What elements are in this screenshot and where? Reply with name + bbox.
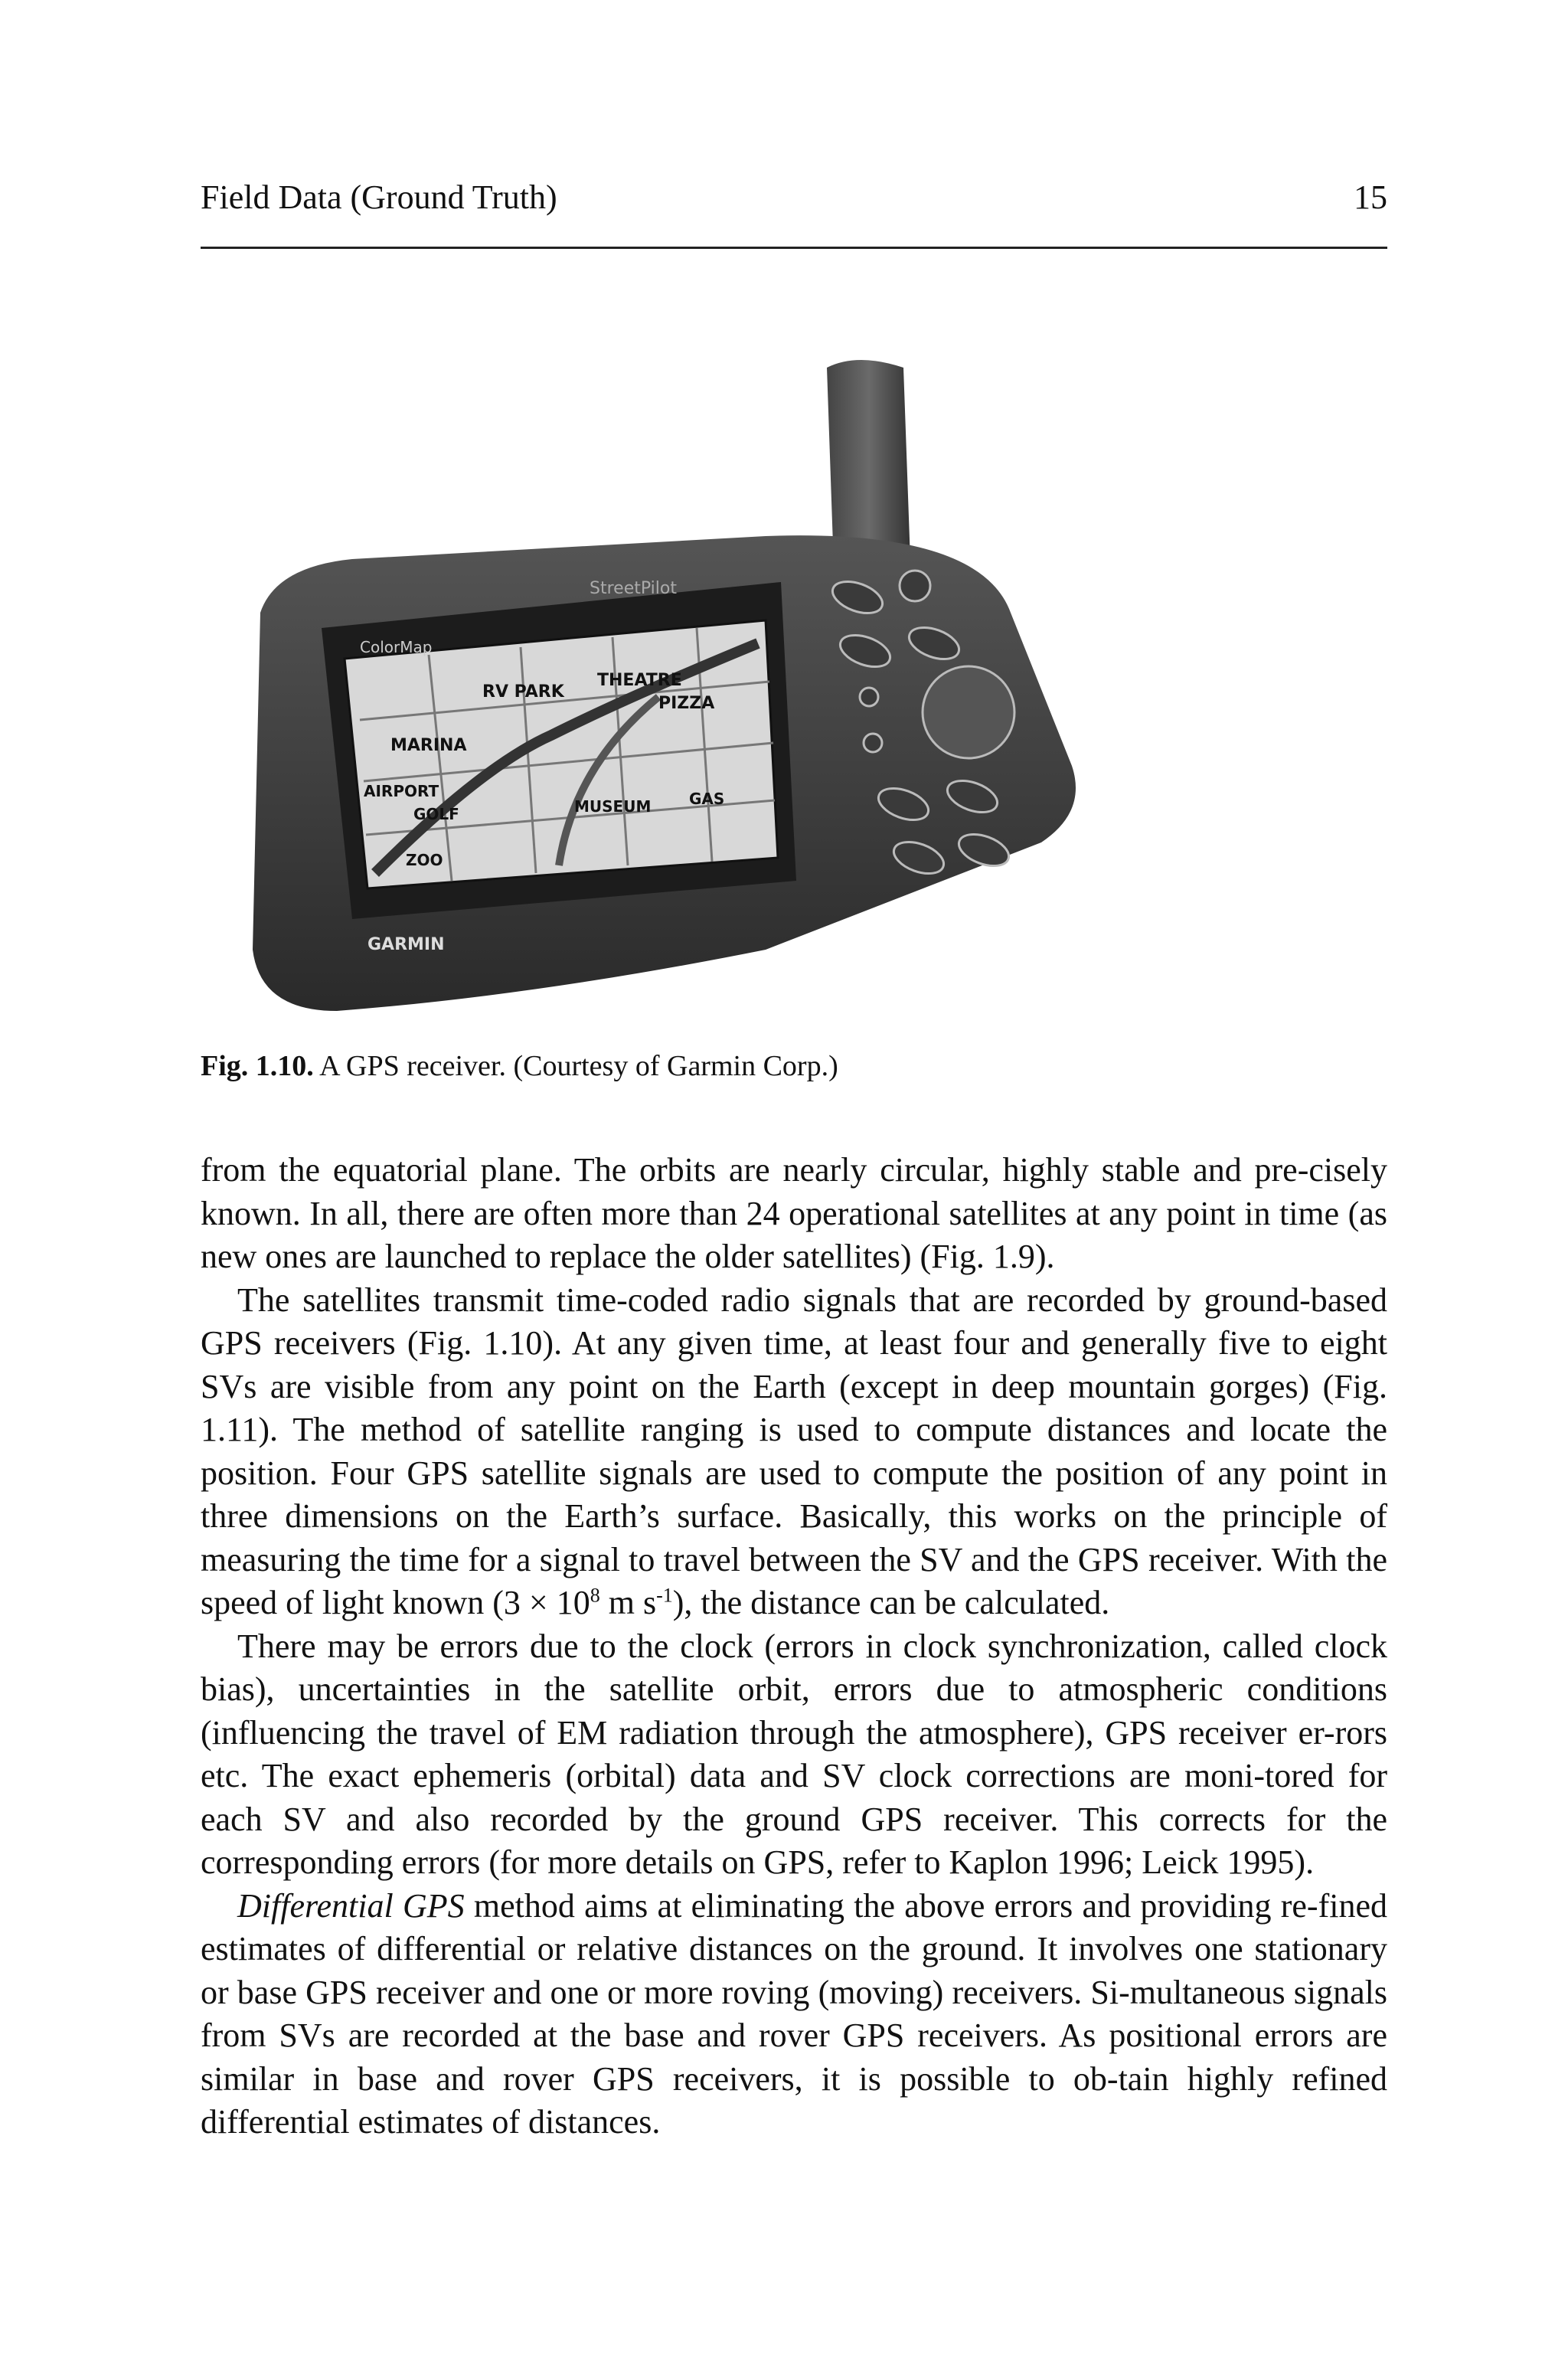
- map-label: MARINA: [390, 736, 467, 755]
- superscript: 8: [590, 1584, 600, 1607]
- brand-logo: GARMIN: [368, 935, 445, 954]
- paragraph: from the equatorial plane. The orbits are nearly circular, highly stable and pre-cisely known. In all, there are often more than 24 operational satellites at any point in time (as new ones are launched to replace the older satellites) (Fig. 1.9).: [201, 1151, 1387, 1275]
- map-label: GAS: [689, 790, 725, 808]
- figure-caption: [201, 1049, 838, 1083]
- page-number: 15: [1354, 178, 1387, 216]
- paragraph: There may be errors due to the clock (errors in clock synchronization, called clock bias), uncertainties in the satellite orbit, errors due to atmospheric conditions (influencing the travel of EM radiation through the atmosphere), GPS receiver er-rors etc. The exact ephemeris (orbital) data and SV clock corrections are moni-tored for each SV and also recorded by the ground GPS receiver. This corrects for the corresponding errors (for more details on GPS, refer to Kaplon 1996; Leick 1995).: [201, 1627, 1387, 1881]
- running-title: Field Data (Ground Truth): [201, 178, 557, 216]
- superscript: -1: [656, 1584, 673, 1607]
- model-label: StreetPilot: [590, 579, 677, 598]
- caption-text: A GPS receiver. (Courtesy of Garmin Corp.): [313, 1050, 838, 1082]
- map-label: THEATRE: [597, 671, 682, 690]
- gps-receiver-illustration: [230, 337, 1148, 1026]
- map-label: AIRPORT: [364, 782, 439, 800]
- map-label: MUSEUM: [574, 797, 652, 816]
- map-label: PIZZA: [658, 694, 715, 713]
- gps-receiver-figure: [230, 337, 1148, 1026]
- text-run: The satellites transmit time-coded radio signals that are recorded by ground-based GPS receivers (Fig. 1.10). At any given time, at least four and generally five to eight SVs are visible from any point on the Earth (except in deep mountain gorges) (Fig. 1.11). The method of satellite ranging is used to compute distances and locate the position. Four GPS satellite signals are used to compute the position of any point in three dimensions on the Earth’s surface. Basically, this works on the principle of measuring the time for a signal to travel between the SV and the GPS receiver. With the speed of light known (3 × 10: [201, 1281, 1387, 1621]
- body-text: [201, 1149, 1387, 2144]
- paragraph: [201, 1279, 1387, 1625]
- map-label: RV PARK: [482, 682, 564, 702]
- text-run: m s: [599, 1584, 657, 1621]
- screen-header: ColorMap: [360, 638, 433, 656]
- text-run: method aims at eliminating the above errors and providing re-fined estimates of differential or relative distances on the ground. It involves one stationary or base GPS receiver and one or more roving (moving) receivers. Si-multaneous signals from SVs are recorded at the base and rover GPS receivers. As positional errors are similar in base and rover GPS receivers, it is possible to ob-tain highly refined differential estimates of distances.: [201, 1886, 1387, 2141]
- running-header: [201, 178, 1387, 249]
- map-label: ZOO: [406, 851, 443, 869]
- map-label: GOLF: [413, 805, 459, 823]
- paragraph: [201, 1885, 1387, 2144]
- figure-label: Fig. 1.10.: [201, 1050, 314, 1082]
- text-run: ), the distance can be calculated.: [672, 1584, 1110, 1621]
- map-screen: [345, 620, 778, 888]
- emphasis: Differential GPS: [237, 1886, 465, 1925]
